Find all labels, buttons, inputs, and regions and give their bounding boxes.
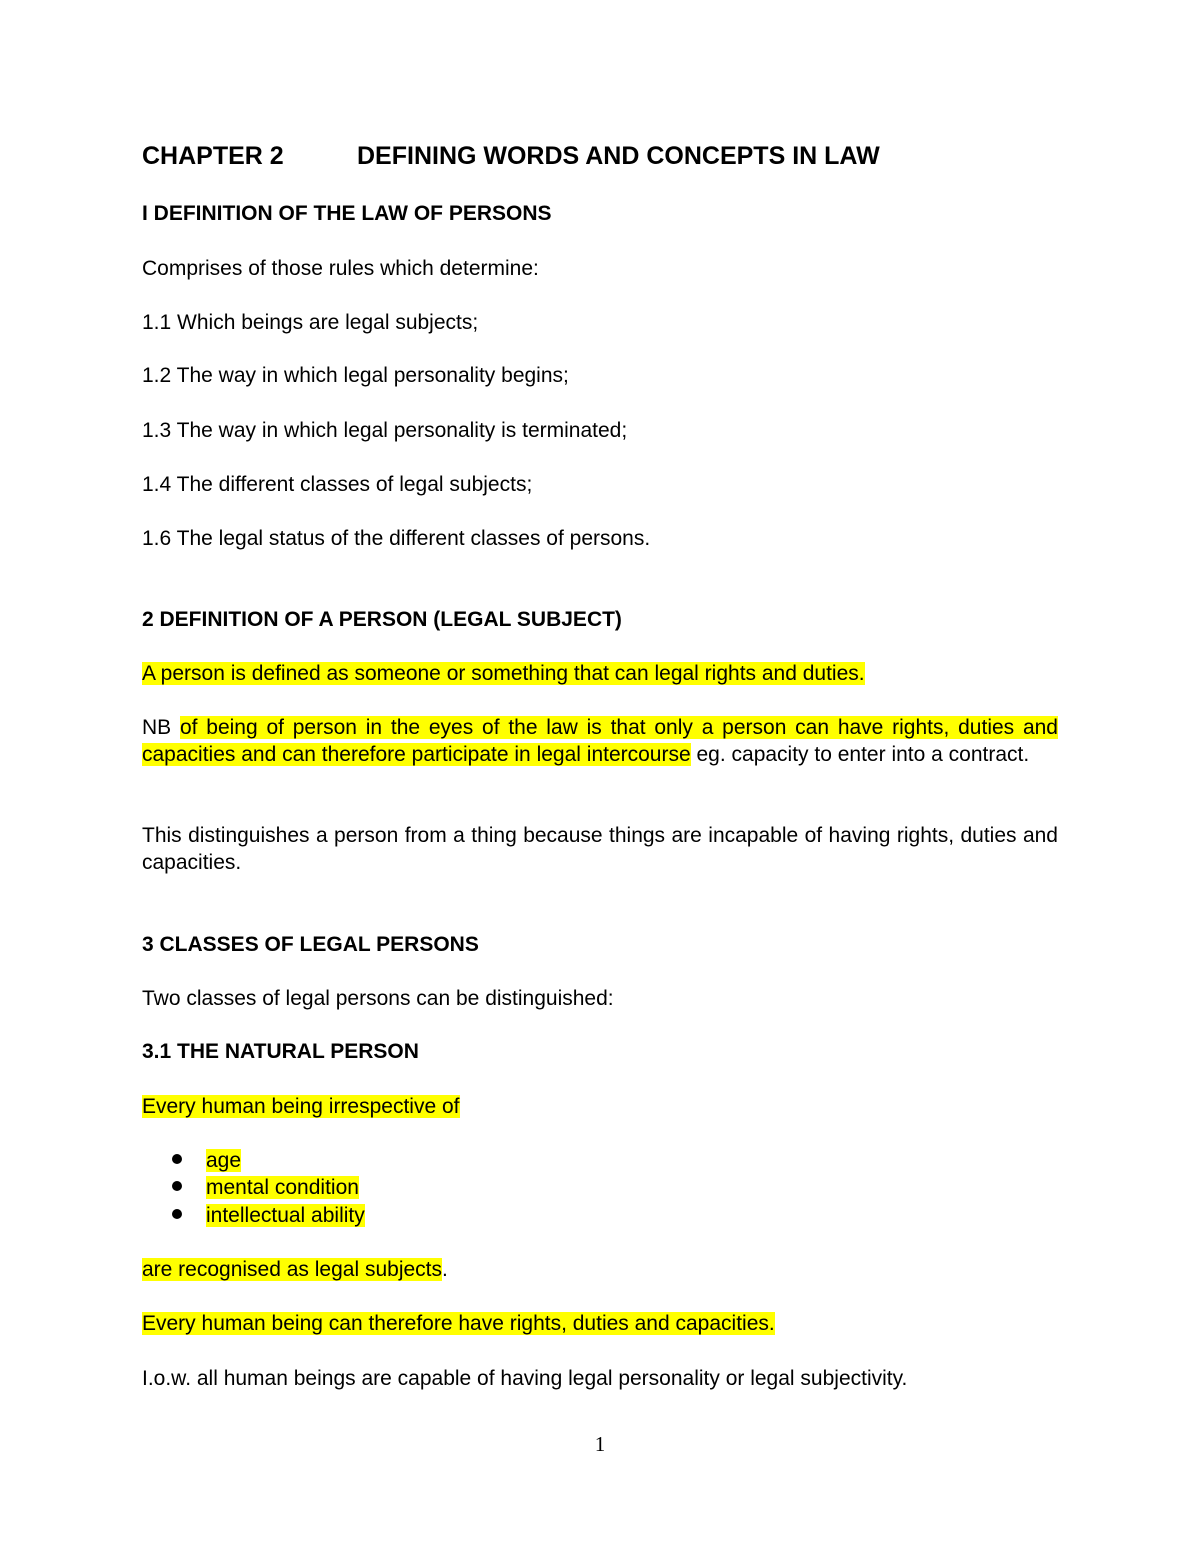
highlighted-text: are recognised as legal subjects	[142, 1258, 443, 1281]
bullet-item	[172, 1202, 365, 1230]
bullet-icon	[172, 1154, 182, 1164]
list-item: 1.4 The different classes of legal subjects;	[142, 473, 533, 496]
chapter-number: CHAPTER 2	[142, 142, 284, 170]
recognised-line	[142, 1256, 448, 1284]
list-item: 1.2 The way in which legal personality begins;	[142, 364, 569, 387]
section3-intro: Two classes of legal persons can be distinguished:	[142, 987, 614, 1010]
list-item: 1.6 The legal status of the different classes of persons.	[142, 527, 651, 550]
nb-paragraph	[142, 714, 1058, 768]
section3-heading: 3 CLASSES OF LEGAL PERSONS	[142, 933, 479, 956]
chapter-title: DEFINING WORDS AND CONCEPTS IN LAW	[357, 142, 880, 170]
list-item: 1.1 Which beings are legal subjects;	[142, 311, 479, 334]
section2-heading: 2 DEFINITION OF A PERSON (LEGAL SUBJECT)	[142, 608, 622, 631]
bullet-item	[172, 1147, 241, 1175]
bullet-item	[172, 1174, 359, 1202]
list-item: 1.3 The way in which legal personality is terminated;	[142, 419, 628, 442]
highlighted-text: Every human being irrespective of	[142, 1095, 460, 1118]
chapter-heading	[142, 142, 880, 170]
section1-heading: I DEFINITION OF THE LAW OF PERSONS	[142, 202, 552, 225]
bullet-text: intellectual ability	[206, 1204, 365, 1227]
highlighted-text: of being of person in the eyes of the law is that only a person can have rights, duties and capacities and can therefore participate in legal intercourse	[142, 716, 1058, 766]
highlighted-text: A person is defined as someone or something that can legal rights and duties.	[142, 662, 865, 685]
bullet-text: mental condition	[206, 1176, 359, 1199]
highlighted-text: Every human being can therefore have rights, duties and capacities.	[142, 1312, 775, 1335]
natural-person-heading: 3.1 THE NATURAL PERSON	[142, 1040, 419, 1063]
nb-suffix: eg. capacity to enter into a contract.	[690, 743, 1030, 766]
recognised-end: .	[442, 1258, 448, 1281]
bullet-icon	[172, 1181, 182, 1191]
bullet-text: age	[206, 1149, 242, 1172]
page-number: 1	[594, 1432, 606, 1456]
nb-prefix: NB	[142, 716, 180, 739]
person-definition	[142, 660, 865, 688]
therefore-line	[142, 1310, 775, 1338]
bullet-icon	[172, 1209, 182, 1219]
distinction-paragraph: This distinguishes a person from a thing because things are incapable of having rights, duties and capacities.	[142, 824, 1058, 874]
section1-intro: Comprises of those rules which determine:	[142, 257, 539, 280]
every-human-line	[142, 1093, 460, 1121]
iow-line: I.o.w. all human beings are capable of having legal personality or legal subjectivity.	[142, 1367, 908, 1390]
